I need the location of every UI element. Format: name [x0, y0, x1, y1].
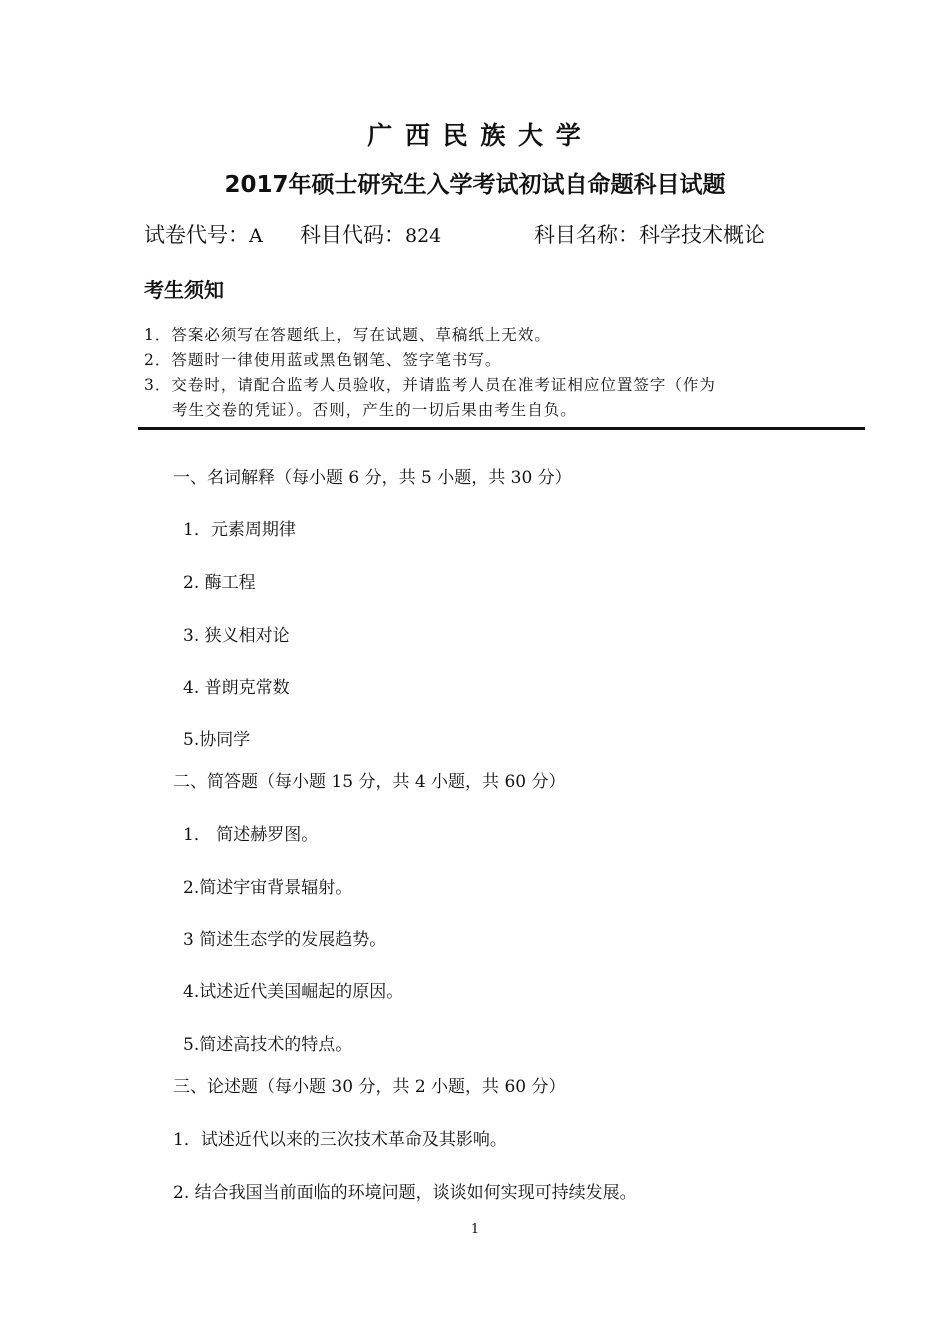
- question-item: 2.简述宇宙背景辐射。: [183, 878, 353, 898]
- question-item: 2. 结合我国当前面临的环境问题，谈谈如何实现可持续发展。: [173, 1183, 637, 1203]
- question-item: 4.试述近代美国崛起的原因。: [183, 982, 404, 1002]
- subject-code-value: 824: [405, 225, 442, 247]
- question-item: 3 简述生态学的发展趋势。: [183, 930, 387, 950]
- subject-name-value: 科学技术概论: [639, 223, 765, 247]
- subject-name: [534, 219, 765, 249]
- question-item: 4. 普朗克常数: [183, 678, 290, 698]
- notice-heading: 考生须知: [144, 278, 224, 302]
- page-number: 1: [470, 1222, 480, 1237]
- question-item: 5.协同学: [183, 730, 251, 750]
- question-item: 2. 酶工程: [183, 573, 256, 593]
- paper-code-label: 试卷代号：: [144, 223, 249, 247]
- question-item: 3. 狭义相对论: [183, 626, 290, 646]
- notice-item: 1．答案必须写在答题纸上，写在试题、草稿纸上无效。: [144, 326, 551, 344]
- paper-code: [144, 219, 263, 249]
- section-title: 二、简答题（每小题 15 分，共 4 小题，共 60 分）: [173, 772, 566, 792]
- section-title: 三、论述题（每小题 30 分，共 2 小题，共 60 分）: [173, 1077, 566, 1097]
- question-item: 1． 简述赫罗图。: [183, 825, 319, 845]
- subject-code: [300, 219, 441, 249]
- university-name: 广 西 民 族 大 学: [367, 121, 583, 150]
- section-title: 一、名词解释（每小题 6 分，共 5 小题，共 30 分）: [173, 468, 572, 488]
- notice-item: 考生交卷的凭证）。否则，产生的一切后果由考生自负。: [172, 401, 577, 419]
- paper-code-value: A: [249, 225, 263, 247]
- subject-name-label: 科目名称：: [534, 223, 639, 247]
- notice-item: 3．交卷时，请配合监考人员验收，并请监考人员在准考证相应位置签字（作为: [144, 376, 716, 394]
- question-item: 1．元素周期律: [183, 520, 296, 540]
- subject-code-label: 科目代码：: [300, 223, 405, 247]
- divider-rule: [138, 427, 865, 430]
- question-item: 5.简述高技术的特点。: [183, 1035, 353, 1055]
- exam-title: 2017年硕士研究生入学考试初试自命题科目试题: [224, 172, 726, 198]
- question-item: 1．试述近代以来的三次技术革命及其影响。: [173, 1130, 507, 1150]
- notice-item: 2．答题时一律使用蓝或黑色钢笔、签字笔书写。: [144, 351, 502, 369]
